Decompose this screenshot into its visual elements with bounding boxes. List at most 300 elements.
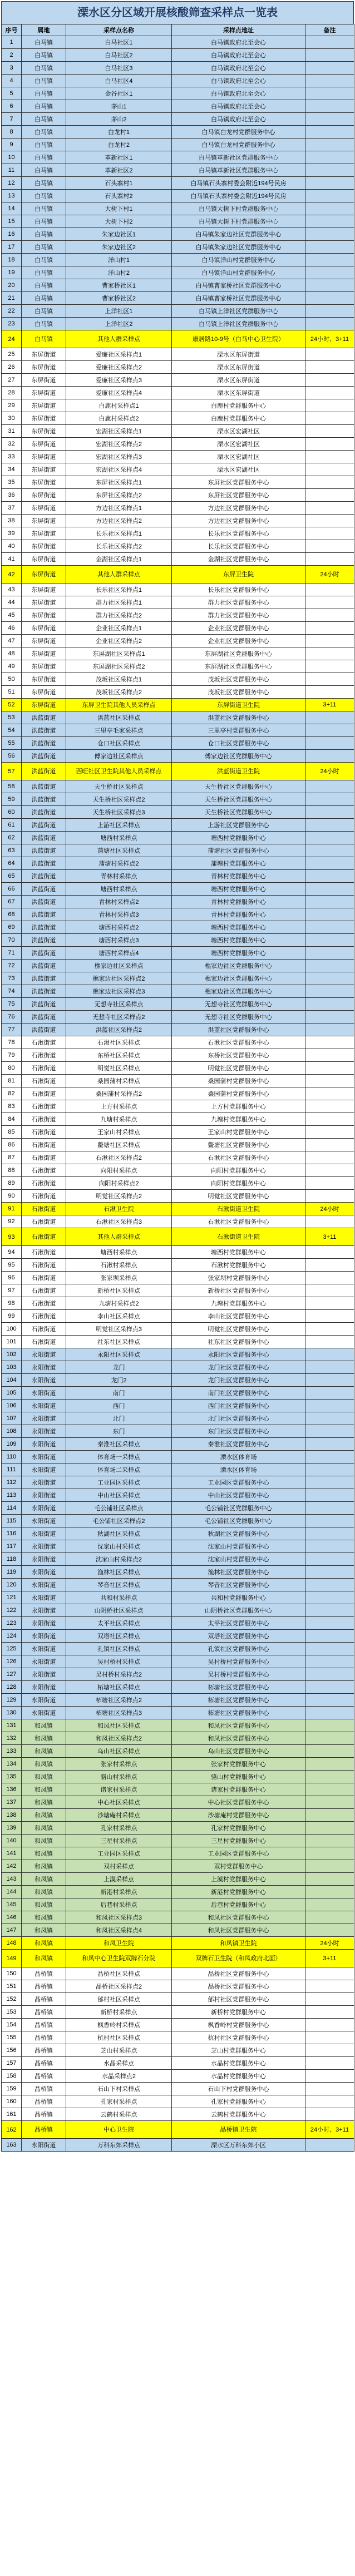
cell-district: 永阳街道 (22, 1502, 66, 1515)
cell-note (305, 1527, 354, 1540)
table-row (2, 361, 354, 374)
table-row (2, 609, 354, 622)
table-row (2, 596, 354, 609)
cell-site-name: 上洋社区1 (66, 305, 172, 318)
cell-address: 白马镇朱家边社区党群服务中心 (172, 241, 305, 254)
cell-address: 白马镇革新社区党群服务中心 (172, 164, 305, 177)
cell-index: 1 (2, 36, 22, 49)
cell-site-name: 孔镇社区采样点 (66, 1643, 172, 1655)
cell-note (305, 2095, 354, 2108)
cell-district: 晶桥镇 (22, 2057, 66, 2070)
cell-index: 34 (2, 463, 22, 476)
cell-note (305, 1681, 354, 1694)
cell-district: 洪蓝街道 (22, 737, 66, 750)
cell-district: 永阳街道 (22, 1400, 66, 1412)
cell-note (305, 1139, 354, 1151)
cell-site-name: 西旺社区卫生院其他人员采样点 (66, 763, 172, 780)
cell-index: 108 (2, 1425, 22, 1438)
cell-address: 石山下村党群服务中心 (172, 2083, 305, 2095)
cell-district: 石湫街道 (22, 1284, 66, 1297)
cell-address: 溧水区东屏街道 (172, 374, 305, 387)
cell-district: 石湫街道 (22, 1272, 66, 1284)
cell-district: 石湫街道 (22, 1126, 66, 1139)
cell-address: 东屏湖社区党群服务中心 (172, 660, 305, 673)
cell-note (305, 515, 354, 527)
cell-district: 白马镇 (22, 254, 66, 266)
cell-district: 晶桥镇 (22, 1993, 66, 2006)
cell-index: 110 (2, 1451, 22, 1463)
table-row (2, 711, 354, 724)
cell-address: 枫香岭村党群服务中心 (172, 2019, 305, 2031)
cell-district: 永阳街道 (22, 1553, 66, 1566)
table-row (2, 1259, 354, 1272)
cell-district: 永阳街道 (22, 1681, 66, 1694)
table-row (2, 553, 354, 566)
cell-district: 白马镇 (22, 100, 66, 113)
cell-site-name: 白马社区1 (66, 36, 172, 49)
cell-note (305, 1323, 354, 1336)
cell-district: 白马镇 (22, 202, 66, 215)
cell-district: 永阳街道 (22, 1348, 66, 1361)
table-row (2, 177, 354, 190)
cell-district: 晶桥镇 (22, 2019, 66, 2031)
cell-note (305, 1374, 354, 1387)
cell-index: 139 (2, 1822, 22, 1835)
cell-site-name: 石湫村采样点 (66, 1259, 172, 1272)
cell-district: 白马镇 (22, 62, 66, 75)
cell-address: 溧水区万科东郊小区 (172, 2139, 305, 2152)
cell-district: 石湫街道 (22, 1062, 66, 1075)
cell-district: 永阳街道 (22, 1604, 66, 1617)
cell-district: 石湫街道 (22, 1113, 66, 1126)
cell-index: 46 (2, 622, 22, 635)
table-row (2, 1796, 354, 1809)
cell-district: 永阳街道 (22, 1668, 66, 1681)
cell-address: 长乐社区党群服务中心 (172, 540, 305, 553)
table-row (2, 1036, 354, 1049)
table-row (2, 1758, 354, 1771)
cell-index: 27 (2, 374, 22, 387)
table-row (2, 1284, 354, 1297)
cell-site-name: 傅家边社区采样点 (66, 750, 172, 763)
table-row (2, 463, 354, 476)
cell-note (305, 972, 354, 985)
cell-district: 和凤镇 (22, 1809, 66, 1822)
cell-address: 塘西村党群服务中心 (172, 934, 305, 947)
cell-address: 白马镇洋山村党群服务中心 (172, 254, 305, 266)
cell-district: 东屏街道 (22, 660, 66, 673)
cell-address: 邰村社区党群服务中心 (172, 1993, 305, 2006)
cell-site-name: 方边社区采样点1 (66, 502, 172, 515)
cell-site-name: 东屏社区采样点2 (66, 489, 172, 502)
cell-note (305, 1758, 354, 1771)
cell-index: 75 (2, 998, 22, 1011)
cell-district: 石湫街道 (22, 1336, 66, 1348)
table-row (2, 883, 354, 896)
cell-district: 白马镇 (22, 190, 66, 202)
cell-district: 永阳街道 (22, 1694, 66, 1707)
table-row (2, 540, 354, 553)
cell-note (305, 540, 354, 553)
cell-site-name: 渔林社区采样点 (66, 1566, 172, 1579)
cell-site-name: 蒲塘社区采样点 (66, 844, 172, 857)
cell-district: 石湫街道 (22, 1151, 66, 1164)
cell-address: 仓口社区党群服务中心 (172, 737, 305, 750)
cell-note (305, 857, 354, 870)
spreadsheet (1, 1, 354, 2152)
cell-note (305, 1668, 354, 1681)
cell-note (305, 1980, 354, 1993)
table-row (2, 921, 354, 934)
cell-district: 永阳街道 (22, 1630, 66, 1643)
cell-address: 毛公铺社区党群服务中心 (172, 1502, 305, 1515)
cell-site-name: 杭村社区采样点 (66, 2031, 172, 2044)
cell-district: 白马镇 (22, 241, 66, 254)
cell-address: 溧水区宏湖社区 (172, 463, 305, 476)
cell-address: 方边社区党群服务中心 (172, 515, 305, 527)
cell-address: 白马镇政府北至会心 (172, 113, 305, 126)
table-row (2, 1860, 354, 1873)
cell-district: 东屏街道 (22, 515, 66, 527)
cell-site-name: 沙塘庵村采样点 (66, 1809, 172, 1822)
cell-address: 塘西村党群服务中心 (172, 947, 305, 960)
cell-note (305, 1630, 354, 1643)
cell-index: 51 (2, 686, 22, 699)
table-row (2, 622, 354, 635)
cell-address: 九塘村党群服务中心 (172, 1113, 305, 1126)
cell-note (305, 215, 354, 228)
cell-district: 和凤镇 (22, 1758, 66, 1771)
cell-district: 洪蓝街道 (22, 819, 66, 832)
cell-index: 93 (2, 1228, 22, 1246)
table-row (2, 1489, 354, 1502)
cell-index: 4 (2, 75, 22, 87)
cell-site-name: 体育场一采样点 (66, 1451, 172, 1463)
cell-site-name: 青林村采样点 (66, 870, 172, 883)
cell-note (305, 1024, 354, 1036)
cell-index: 63 (2, 844, 22, 857)
cell-site-name: 云鹤村采样点 (66, 2108, 172, 2121)
table-row (2, 1771, 354, 1783)
cell-site-name: 东屏湖社区采样点2 (66, 660, 172, 673)
cell-address: 东门社区党群服务中心 (172, 1425, 305, 1438)
cell-note (305, 1502, 354, 1515)
table-row (2, 819, 354, 832)
table-row (2, 348, 354, 361)
cell-district: 永阳街道 (22, 1387, 66, 1400)
cell-address: 乌山社区党群服务中心 (172, 1745, 305, 1758)
cell-address: 白马镇政府北至会心 (172, 49, 305, 62)
cell-address: 柘塘社区党群服务中心 (172, 1681, 305, 1694)
cell-address: 和凤社区党群服务中心 (172, 1924, 305, 1937)
cell-district: 东屏街道 (22, 489, 66, 502)
cell-note (305, 596, 354, 609)
cell-district: 晶桥镇 (22, 2083, 66, 2095)
cell-site-name: 沈家山村采样点 (66, 1540, 172, 1553)
cell-index: 41 (2, 553, 22, 566)
cell-district: 石湫街道 (22, 1100, 66, 1113)
cell-index: 87 (2, 1151, 22, 1164)
cell-address: 明觉社区党群服务中心 (172, 1062, 305, 1075)
cell-address: 长乐社区党群服务中心 (172, 584, 305, 596)
cell-note (305, 1707, 354, 1719)
cell-note (305, 998, 354, 1011)
cell-index: 157 (2, 2057, 22, 2070)
cell-district: 白马镇 (22, 75, 66, 87)
cell-site-name: 长乐社区采样点2 (66, 540, 172, 553)
cell-district: 白马镇 (22, 151, 66, 164)
cell-index: 66 (2, 883, 22, 896)
cell-site-name: 其他人群采样点 (66, 566, 172, 584)
table-row (2, 584, 354, 596)
cell-site-name: 三里亭毛家采样点 (66, 724, 172, 737)
cell-note (305, 451, 354, 463)
cell-address: 工业园区党群服务中心 (172, 1476, 305, 1489)
cell-district: 和凤镇 (22, 1911, 66, 1924)
cell-site-name: 乌山社区采样点 (66, 1745, 172, 1758)
cell-address: 白马镇朱家边社区党群服务中心 (172, 228, 305, 241)
cell-site-name: 东屏社区采样点1 (66, 476, 172, 489)
column-header-site-name: 采样点名称 (66, 24, 172, 36)
table-row (2, 1898, 354, 1911)
cell-district: 永阳街道 (22, 1515, 66, 1527)
table-row (2, 305, 354, 318)
cell-note (305, 36, 354, 49)
cell-note (305, 1425, 354, 1438)
cell-index: 133 (2, 1745, 22, 1758)
table-row (2, 1011, 354, 1024)
cell-note (305, 374, 354, 387)
cell-note (305, 2019, 354, 2031)
table-row (2, 139, 354, 151)
cell-note (305, 361, 354, 374)
table-row (2, 1643, 354, 1655)
cell-district: 晶桥镇 (22, 1980, 66, 1993)
cell-index: 131 (2, 1719, 22, 1732)
cell-district: 洪蓝街道 (22, 998, 66, 1011)
cell-site-name: 洋山村2 (66, 266, 172, 279)
table-row (2, 502, 354, 515)
cell-district: 东屏街道 (22, 425, 66, 438)
cell-district: 石湫街道 (22, 1177, 66, 1190)
table-row (2, 1950, 354, 1967)
table-row (2, 1438, 354, 1451)
cell-index: 162 (2, 2121, 22, 2139)
cell-district: 永阳街道 (22, 1412, 66, 1425)
cell-address: 石湫街道卫生院 (172, 1203, 305, 1215)
cell-address: 白马镇政府北至会心 (172, 36, 305, 49)
table-row (2, 412, 354, 425)
cell-index: 59 (2, 793, 22, 806)
cell-address: 东屏社区党群服务中心 (172, 476, 305, 489)
cell-index: 117 (2, 1540, 22, 1553)
cell-note: 24小时 (305, 1203, 354, 1215)
table-row (2, 1822, 354, 1835)
cell-address: 塘西村党群服务中心 (172, 921, 305, 934)
cell-site-name: 沈家山村采样点2 (66, 1553, 172, 1566)
cell-index: 44 (2, 596, 22, 609)
cell-district: 白马镇 (22, 87, 66, 100)
cell-district: 洪蓝街道 (22, 985, 66, 998)
cell-note (305, 1771, 354, 1783)
table-row (2, 126, 354, 139)
cell-note (305, 1796, 354, 1809)
cell-address: 新桥村党群服务中心 (172, 2006, 305, 2019)
cell-address: 柘塘社区党群服务中心 (172, 1694, 305, 1707)
cell-site-name: 群力社区采样点2 (66, 609, 172, 622)
cell-index: 64 (2, 857, 22, 870)
cell-site-name: 爱廉社区采样点1 (66, 348, 172, 361)
cell-site-name: 茂坂社区采样点1 (66, 673, 172, 686)
cell-district: 和凤镇 (22, 1847, 66, 1860)
cell-note (305, 2006, 354, 2019)
table-row (2, 489, 354, 502)
table-row (2, 36, 354, 49)
table-row (2, 1502, 354, 1515)
cell-district: 洪蓝街道 (22, 806, 66, 819)
cell-note (305, 806, 354, 819)
cell-district: 白马镇 (22, 305, 66, 318)
cell-district: 白马镇 (22, 215, 66, 228)
cell-site-name: 太平社区采样点 (66, 1617, 172, 1630)
cell-address: 群力社区党群服务中心 (172, 609, 305, 622)
cell-site-name: 晶桥社区采样点 (66, 1967, 172, 1980)
table-row (2, 374, 354, 387)
cell-note (305, 476, 354, 489)
cell-address: 张家村党群服务中心 (172, 1758, 305, 1771)
cell-site-name: 石头寨村2 (66, 190, 172, 202)
cell-site-name: 东屏卫生院其他人员采样点 (66, 699, 172, 711)
table-row (2, 1630, 354, 1643)
cell-address: 明觉社区党群服务中心 (172, 1190, 305, 1203)
cell-note (305, 2108, 354, 2121)
table-row (2, 100, 354, 113)
cell-note (305, 724, 354, 737)
table-row (2, 1668, 354, 1681)
cell-site-name: 爱廉社区采样点2 (66, 361, 172, 374)
cell-address: 水晶村党群服务中心 (172, 2070, 305, 2083)
cell-district: 和凤镇 (22, 1771, 66, 1783)
cell-address: 傅家边社区党群服务中心 (172, 750, 305, 763)
cell-index: 35 (2, 476, 22, 489)
cell-address: 东屏社区党群服务中心 (172, 489, 305, 502)
table-row (2, 793, 354, 806)
cell-site-name: 曹家桥社区2 (66, 292, 172, 305)
cell-index: 132 (2, 1732, 22, 1745)
cell-site-name: 毛公铺社区采样点 (66, 1502, 172, 1515)
cell-district: 白马镇 (22, 266, 66, 279)
cell-index: 115 (2, 1515, 22, 1527)
table-row (2, 451, 354, 463)
table-row (2, 387, 354, 399)
cell-note (305, 1310, 354, 1323)
cell-address: 石湫社区党群服务中心 (172, 1151, 305, 1164)
table-row (2, 673, 354, 686)
cell-district: 和凤镇 (22, 1796, 66, 1809)
cell-site-name: 宏湖社区采样点3 (66, 451, 172, 463)
cell-address: 秦淮社区党群服务中心 (172, 1438, 305, 1451)
cell-district: 永阳街道 (22, 1451, 66, 1463)
cell-note (305, 1566, 354, 1579)
cell-site-name: 水晶采样点 (66, 2057, 172, 2070)
table-row (2, 1707, 354, 1719)
cell-address: 北门社区党群服务中心 (172, 1412, 305, 1425)
table-row (2, 1310, 354, 1323)
cell-district: 永阳街道 (22, 1361, 66, 1374)
cell-index: 25 (2, 348, 22, 361)
cell-site-name: 洪蓝社区采样点2 (66, 1024, 172, 1036)
cell-district: 东屏街道 (22, 361, 66, 374)
cell-note (305, 883, 354, 896)
table-row (2, 1177, 354, 1190)
cell-address: 晶桥社区党群服务中心 (172, 1967, 305, 1980)
cell-index: 161 (2, 2108, 22, 2121)
cell-index: 77 (2, 1024, 22, 1036)
cell-index: 155 (2, 2031, 22, 2044)
cell-site-name: 山阴桥社区采样点 (66, 1604, 172, 1617)
cell-address: 白马镇曹家桥社区党群服务中心 (172, 279, 305, 292)
cell-district: 东屏街道 (22, 584, 66, 596)
cell-note (305, 241, 354, 254)
cell-index: 40 (2, 540, 22, 553)
cell-site-name: 其他人群采样点 (66, 1228, 172, 1246)
cell-note (305, 75, 354, 87)
cell-note (305, 947, 354, 960)
cell-site-name: 上洋社区2 (66, 318, 172, 330)
table-row (2, 1463, 354, 1476)
cell-district: 晶桥镇 (22, 2031, 66, 2044)
cell-note (305, 2057, 354, 2070)
cell-note (305, 1515, 354, 1527)
cell-district: 洪蓝街道 (22, 763, 66, 780)
cell-note (305, 1348, 354, 1361)
cell-address: 杭村社区党群服务中心 (172, 2031, 305, 2044)
cell-address: 芝山村党群服务中心 (172, 2044, 305, 2057)
table-row (2, 1348, 354, 1361)
cell-district: 东屏街道 (22, 399, 66, 412)
cell-note (305, 1655, 354, 1668)
cell-note (305, 1087, 354, 1100)
cell-site-name: 明觉社区采样点2 (66, 1190, 172, 1203)
cell-district: 晶桥镇 (22, 1967, 66, 1980)
cell-site-name: 塘西村采样点 (66, 832, 172, 844)
cell-note (305, 387, 354, 399)
cell-district: 东屏街道 (22, 609, 66, 622)
cell-site-name: 双村采样点 (66, 1860, 172, 1873)
cell-index: 101 (2, 1336, 22, 1348)
cell-note (305, 609, 354, 622)
cell-site-name: 朱家边社区1 (66, 228, 172, 241)
cell-address: 毛公铺社区党群服务中心 (172, 1515, 305, 1527)
cell-index: 102 (2, 1348, 22, 1361)
cell-district: 石湫街道 (22, 1049, 66, 1062)
cell-note (305, 737, 354, 750)
cell-district: 和凤镇 (22, 1732, 66, 1745)
cell-address: 向阳村党群服务中心 (172, 1164, 305, 1177)
table-row (2, 425, 354, 438)
cell-index: 33 (2, 451, 22, 463)
cell-site-name: 诸家村采样点 (66, 1783, 172, 1796)
cell-index: 86 (2, 1139, 22, 1151)
cell-address: 白马镇白龙村党群服务中心 (172, 126, 305, 139)
cell-district: 石湫街道 (22, 1323, 66, 1336)
cell-address: 蒲塘村党群服务中心 (172, 857, 305, 870)
cell-note (305, 1075, 354, 1087)
cell-site-name: 东屏湖社区采样点1 (66, 647, 172, 660)
cell-index: 146 (2, 1911, 22, 1924)
cell-address: 白马镇曹家桥社区党群服务中心 (172, 292, 305, 305)
cell-note: 3+11 (305, 1950, 354, 1967)
